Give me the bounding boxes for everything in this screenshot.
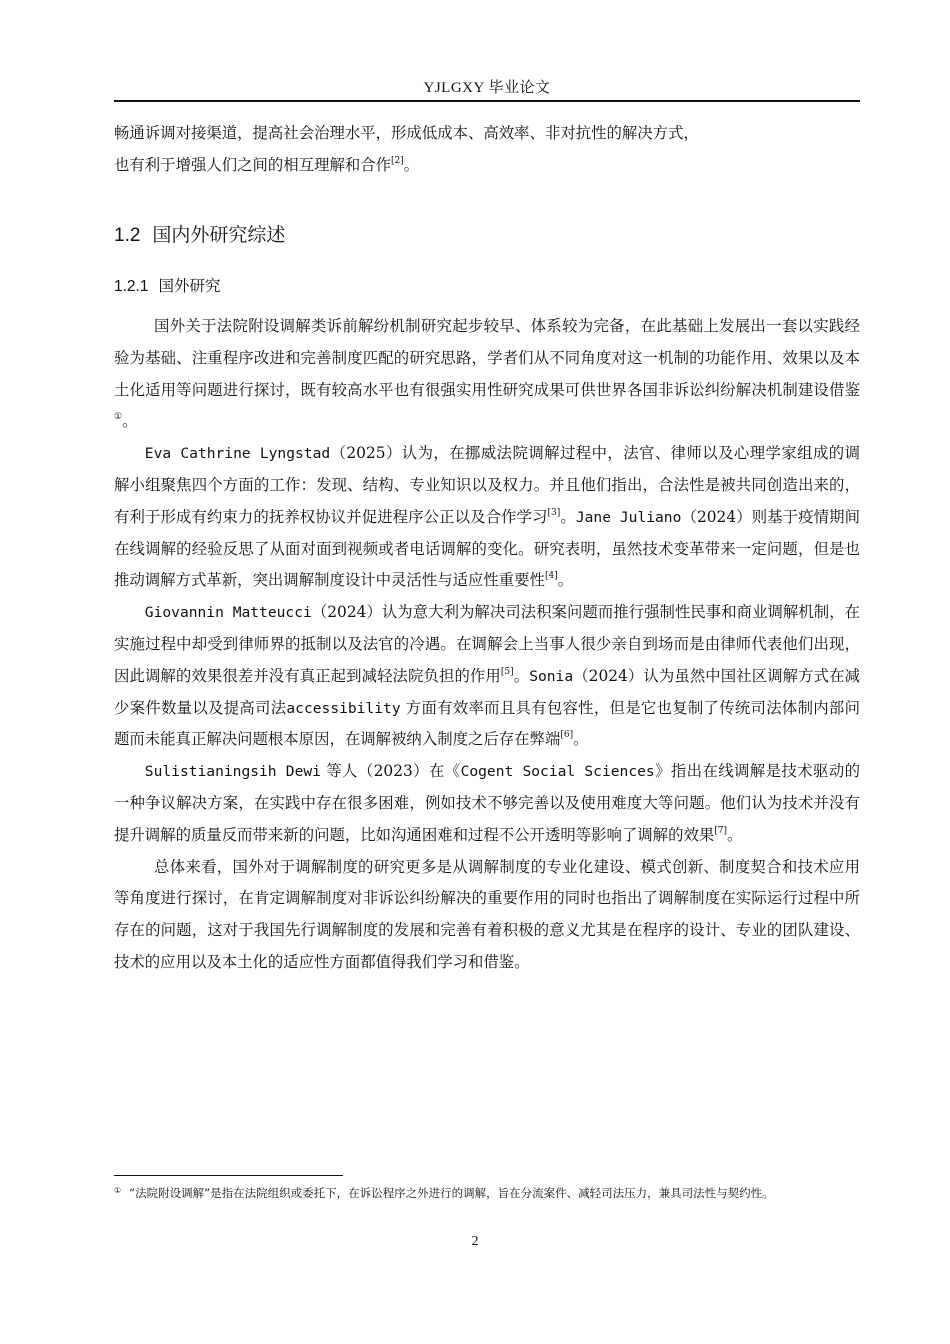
paragraph-3-text-2: （2024）认为虽然中国社区调解方式在减少案件数量以及提高司法 [114,666,860,717]
header-rule [114,100,860,102]
section-number: 1.2 [114,225,141,246]
paragraph-3-text-1: （2024）认为意大利为解决司法积案问题而推行强制性民事和商业调解机制，在实施过程中却受到律师界的抵制以及法官的冷遇。在调解会上当事人很少亲自到场而是由律师代表他们出现，因此调解的效果很差并没有真正起到减轻法院负担的作用 [114,603,861,685]
footnote [114,1182,860,1202]
paragraph-4-text-1: 等人（2023）在《 [320,762,461,781]
intro-tail: 。 [403,155,420,174]
page-header: YJLGXY 毕业论文 [423,80,551,96]
author-name: Sonia [529,667,574,685]
paragraph-3-mid: 。 [513,666,530,685]
author-name: Eva Cathrine Lyngstad [144,445,331,463]
paragraph-1-text: 国外关于法院附设调解类诉前解纷机制研究起步较早、体系较为完备，在此基础上发展出一套以实践经验为基础、注重程序改进和完善制度匹配的研究思路，学者们从不同角度对这一机制的功能作用、效果以及本土化适用等问题进行探讨，既有较高水平也有很强实用性研究成果可供世界各国非诉讼纠纷解决机制建设借鉴 [114,317,860,399]
intro-line-1: 畅通诉调对接渠道，提高社会治理水平，形成低成本、高效率、非对抗性的解决方式， [114,124,699,142]
paragraph-4-text-2: 》指出在线调解是技术驱动的一种争议解决方案，在实践中存在很多困难，例如技术不够完善以及使用难度大等问题。他们认为技术并没有提升调解的质量反而带来新的问题，比如沟通困难和过程不公开透明等影响了调解的效果 [114,762,861,844]
paragraph-2-text-2: （2024）则基于疫情期间在线调解的经验反思了从面对面到视频或者电话调解的变化。研究表明，虽然技术变革带来一定问题，但是也推动调解方式革新，突出调解制度设计中灵活性与适应性重要性 [114,507,860,590]
paragraph-4 [114,756,860,851]
subsection-heading [114,274,221,296]
paragraph-1-tail: 。 [122,412,138,431]
paragraph-2-mid: 。 [560,507,576,526]
paragraph-4-tail: 。 [727,825,743,844]
paragraph-2-text-1: （2025）认为，在挪威法院调解过程中，法官、律师以及心理学家组成的调解小组聚焦四个方面的工作：发现、结构、专业知识以及权力。并且他们指出，合法性是被共同创造出来的，有利于形成有约束力的抚养权协议并促进程序公正以及合作学习 [114,444,860,526]
page-number: 2 [471,1234,479,1249]
citation-ref: [3] [547,507,561,518]
footnote-mark: ① [114,412,123,423]
paragraph-3 [114,597,860,756]
citation-ref: [4] [544,571,558,582]
citation-ref: [2] [391,155,404,166]
intro-line-2: 也有利于增强人们之间的相互理解和合作 [114,155,392,174]
citation-ref: [6] [560,730,574,741]
footnote-marker: ① [114,1186,122,1195]
journal-name: Cogent Social Sciences [460,763,655,781]
section-heading [114,220,285,247]
citation-ref: [5] [500,666,514,677]
intro-paragraph [114,118,860,182]
paragraph-1 [114,311,860,438]
author-name: Giovannin Matteucci [144,604,312,622]
paragraph-2 [114,438,860,597]
paragraph-2-tail: 。 [557,571,574,590]
citation-ref: [7] [714,825,727,836]
paragraph-5 [114,852,860,979]
author-name: Jane Juliano [575,508,682,526]
subsection-title: 国外研究 [158,277,221,295]
english-term: accessibility [286,699,401,717]
paragraph-3-text-3: 方面有效率而且具有包容性，但是它也复制了传统司法体制内部问题而未能真正解决问题根本原因，在调解被纳入制度之后存在弊端 [114,698,860,749]
paragraph-5-text: 总体来看，国外对于调解制度的研究更多是从调解制度的专业化建设、模式创新、制度契合和技术应用等角度进行探讨，在肯定调解制度对非诉讼纠纷解决的重要作用的同时也指出了调解制度在实际运行过程中所存在的问题，这对于我国先行调解制度的发展和完善有着积极的意义尤其是在程序的设计、专业的团队建设、技术的应用以及本土化的适应性方面都值得我们学习和借鉴。 [114,857,860,971]
subsection-number: 1.2.1 [114,278,149,295]
footnote-rule [114,1175,343,1176]
paragraph-3-tail: 。 [573,730,589,749]
body-paragraphs [114,311,860,979]
author-name: Sulistianingsih Dewi [144,763,321,781]
footnote-text: “法院附设调解”是指在法院组织或委托下，在诉讼程序之外进行的调解，旨在分流案件、减轻司法压力，兼具司法性与契约性。 [129,1186,774,1200]
section-title: 国内外研究综述 [152,224,286,246]
